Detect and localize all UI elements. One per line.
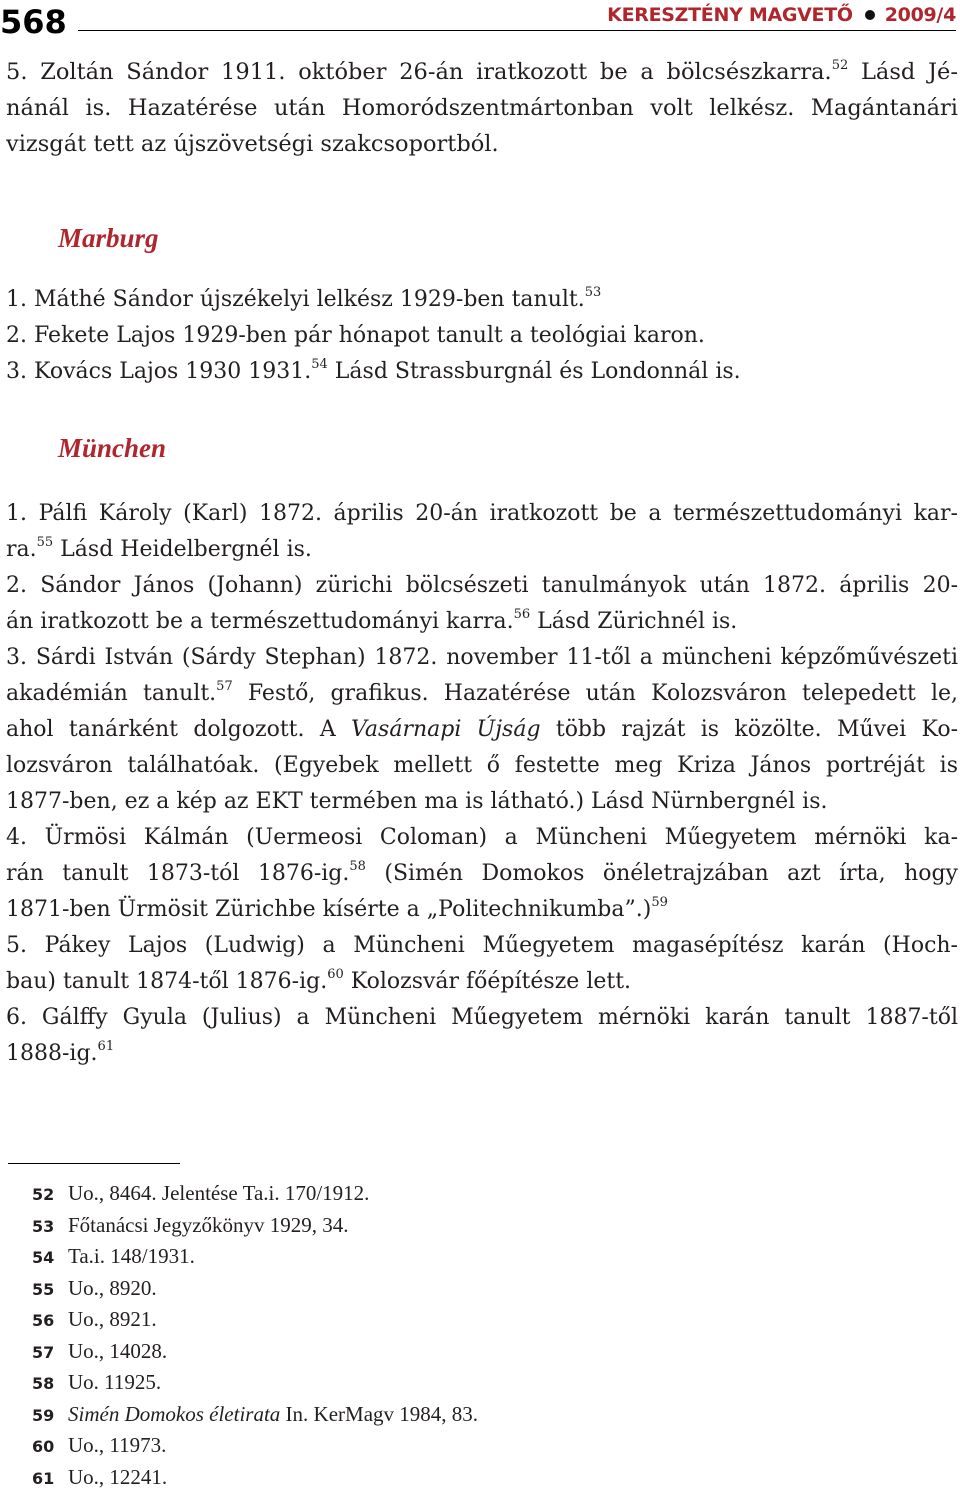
footnote: 60 Uo., 11973. — [32, 1433, 167, 1457]
intro-paragraph — [6, 54, 958, 162]
text-line: 1877-ben, ez a kép az EKT termében ma is látható.) Lásd Nürnbergnél is. — [6, 789, 828, 814]
text-line: 3. Sárdi István (Sárdy Stephan) 1872. november 11-től a müncheni képzőművészeti — [6, 645, 958, 670]
text-line: rán tanult 1873-tól 1876-ig.$^{58}$ (Simén Domokos önéletrajzában azt írta, hogy — [6, 858, 958, 886]
text-line: lozsváron találhatóak. (Egyebek mellett ő festette meg Kriza János portréját is — [6, 753, 958, 778]
text-line: 4. Ürmösi Kálmán (Uermeosi Coloman) a Müncheni Műegyetem mérnöki ka- — [6, 825, 958, 850]
footnote-ref: 61 — [97, 1038, 115, 1054]
journal-title: KERESZTÉNY MAGVETŐ — [607, 4, 853, 26]
list-item: 2. Fekete Lajos 1929-ben pár hónapot tanult a teológiai karon. — [6, 323, 705, 348]
bullet-icon — [865, 10, 875, 20]
footnote: 53 Főtanácsi Jegyzőkönyv 1929, 34. — [32, 1212, 349, 1237]
footnote-ref: 60 — [327, 966, 344, 982]
text-line: ahol tanárként dolgozott. A Vasárnapi Újság több rajzát is közölte. Művei Ko- — [6, 717, 959, 742]
footnote-ref: 57 — [216, 678, 233, 694]
text-line: vizsgát tett az újszövetségi szakcsoportból. — [6, 131, 499, 157]
footnote: 54 Ta.i. 148/1931. — [32, 1244, 195, 1268]
header-rule — [78, 30, 956, 31]
marburg-list — [6, 282, 958, 390]
footnote-ref: 59 — [651, 894, 668, 910]
footnote: 61 Uo., 12241. — [32, 1464, 168, 1489]
section-heading-marburg: Marburg — [58, 223, 159, 253]
list-item: 1. Máthé Sándor újszékelyi lelkész 1929-ben tanult.$^{53}$ — [6, 284, 602, 312]
footnote: 52 Uo., 8464. Jelentése Ta.i. 170/1912. — [32, 1181, 370, 1205]
text-line: án iratkozott be a természettudományi karra.$^{56}$ Lásd Zürichnél is. — [6, 606, 738, 634]
text-line: 5. Zoltán Sándor 1911. október 26-án iratkozott be a bölcsészkarra.$^{52}$ Lásd Jé- — [6, 57, 958, 85]
page-header — [0, 0, 960, 48]
running-head — [597, 3, 956, 27]
issue-number: 2009/4 — [884, 4, 956, 26]
footnote: 58 Uo. 11925. — [32, 1370, 162, 1394]
footnote: 55 Uo., 8920. — [32, 1275, 157, 1300]
footnote-ref: 53 — [584, 284, 602, 300]
text-line: 2. Sándor János (Johann) zürichi bölcsészeti tanulmányok után 1872. április 20- — [6, 573, 958, 598]
footnote-rule — [8, 1163, 180, 1164]
footnote-ref: 52 — [831, 57, 849, 73]
text-line: 1888-ig.$^{61}$ — [6, 1038, 115, 1066]
footnote: 56 Uo., 8921. — [32, 1307, 157, 1331]
text-line: akadémián tanult.$^{57}$ Festő, grafikus. Hazatérése után Kolozsváron telepedett le, — [6, 678, 958, 706]
text-line: 1. Pálfi Károly (Karl) 1872. április 20-án iratkozott be a természettudományi kar- — [6, 501, 958, 526]
munchen-list — [6, 496, 958, 1072]
footnote-ref: 55 — [36, 534, 54, 550]
text-line: 6. Gálffy Gyula (Julius) a Müncheni Műegyetem mérnöki karán tanult 1887-től — [6, 1005, 958, 1030]
footnote-ref: 56 — [513, 606, 531, 622]
text-line: 1871-ben Ürmösit Zürichbe kísérte a „Politechnikumba”.)$^{59}$ — [6, 894, 668, 922]
footnote: 57 Uo., 14028. — [32, 1338, 168, 1363]
footnote: 59 Simén Domokos életirata In. KerMagv 1984, 83. — [32, 1401, 479, 1426]
text-line: ra.$^{55}$ Lásd Heidelbergnél is. — [6, 534, 312, 562]
text-line: bau) tanult 1874-től 1876-ig.$^{60}$ Kolozsvár főépítésze lett. — [6, 966, 632, 994]
footnote-ref: 58 — [349, 858, 366, 874]
footnote-ref: 54 — [311, 356, 328, 372]
footnotes — [32, 1178, 732, 1493]
section-heading-munchen: München — [58, 433, 167, 463]
list-item: 3. Kovács Lajos 1930 1931.54 Lásd Strassburgnál és Londonnál is. — [6, 356, 741, 384]
page-number: 568 — [0, 3, 67, 41]
text-line: nánál is. Hazatérése után Homoródszentmártonban volt lelkész. Magántanári — [6, 95, 958, 121]
text-line: 5. Pákey Lajos (Ludwig) a Müncheni Műegyetem magasépítész karán (Hoch- — [6, 933, 958, 958]
